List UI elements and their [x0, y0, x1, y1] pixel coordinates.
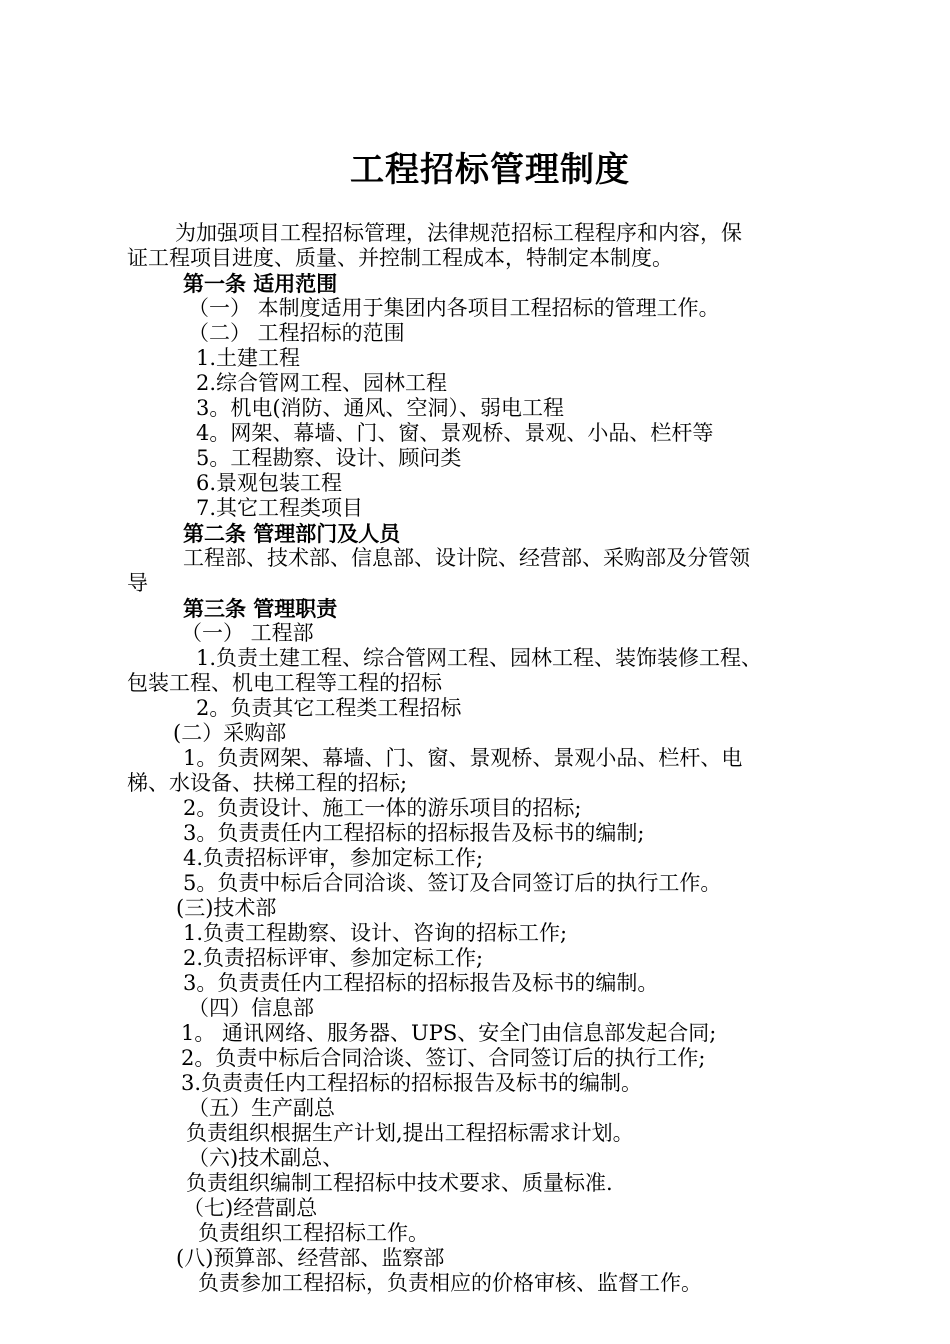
budget-dept-duty: 负责参加工程招标，负责相应的价格审核、监督工作。	[198, 1271, 702, 1295]
dept-technical-item-1: 1.负责工程勘察、设计、咨询的招标工作;	[183, 921, 568, 945]
dept-engineering-item-1: 1.负责土建工程、综合管网工程、园林工程、装饰装修工程、	[196, 646, 763, 670]
dept-it-item-1: 1。 通讯网络、服务器、UPS、安全门由信息部发起合同;	[181, 1021, 717, 1045]
scope-item-3: 3。机电(消防、通风、空洞）、弱电工程	[196, 396, 565, 420]
production-vp-heading: （五）生产副总	[188, 1096, 335, 1120]
business-vp-heading: （七)经营副总	[183, 1196, 318, 1220]
production-vp-duty: 负责组织根据生产计划,提出工程招标需求计划。	[186, 1121, 634, 1145]
article-3-heading: 第三条 管理职责	[183, 596, 338, 621]
scope-item-2: 2.综合管网工程、园林工程	[196, 371, 448, 395]
article-2-heading: 第二条 管理部门及人员	[183, 521, 401, 546]
article-1-heading: 第一条 适用范围	[183, 271, 338, 296]
dept-procurement-item-1-cont: 梯、水设备、扶梯工程的招标;	[127, 771, 408, 795]
article-1-item-1: （一） 本制度适用于集团内各项目工程招标的管理工作。	[188, 296, 720, 320]
document-title: 工程招标管理制度	[350, 150, 630, 190]
dept-technical-item-3: 3。负责责任内工程招标的招标报告及标书的编制。	[183, 971, 659, 995]
dept-procurement-item-3: 3。负责责任内工程招标的招标报告及标书的编制;	[183, 821, 645, 845]
dept-it-heading: （四）信息部	[188, 996, 314, 1020]
scope-item-1: 1.土建工程	[196, 346, 301, 370]
intro-line-2: 证工程项目进度、质量、并控制工程成本，特制定本制度。	[127, 246, 673, 270]
dept-procurement-item-4: 4.负责招标评审，参加定标工作;	[183, 846, 484, 870]
budget-dept-heading: (八)预算部、经营部、监察部	[176, 1246, 445, 1270]
article-1-item-2: （二） 工程招标的范围	[188, 321, 405, 345]
dept-it-item-3: 3.负责责任内工程招标的招标报告及标书的编制。	[181, 1071, 643, 1095]
technical-vp-heading: （六)技术副总、	[188, 1146, 344, 1170]
dept-procurement-item-5: 5。负责中标后合同洽谈、签订及合同签订后的执行工作。	[183, 871, 722, 895]
dept-technical-item-2: 2.负责招标评审、参加定标工作;	[183, 946, 484, 970]
dept-engineering-item-1-cont: 包装工程、机电工程等工程的招标	[127, 671, 442, 695]
scope-item-6: 6.景观包装工程	[196, 471, 343, 495]
technical-vp-duty: 负责组织编制工程招标中技术要求、质量标准.	[186, 1171, 613, 1195]
article-2-line-1: 工程部、技术部、信息部、设计院、经营部、采购部及分管领	[183, 546, 750, 570]
article-2-line-2: 导	[127, 571, 148, 595]
scope-item-7: 7.其它工程类项目	[196, 496, 364, 520]
scope-item-5: 5。工程勘察、设计、顾问类	[196, 446, 462, 470]
business-vp-duty: 负责组织工程招标工作。	[198, 1221, 429, 1245]
dept-engineering-heading: （一） 工程部	[181, 621, 314, 645]
dept-procurement-heading: (二）采购部	[173, 721, 287, 745]
dept-it-item-2: 2。负责中标后合同洽谈、签订、合同签订后的执行工作;	[181, 1046, 706, 1070]
scope-item-4: 4。网架、幕墙、门、窗、景观桥、景观、小品、栏杆等	[196, 421, 714, 445]
dept-technical-heading: (三)技术部	[176, 896, 277, 920]
dept-procurement-item-2: 2。负责设计、施工一体的游乐项目的招标;	[183, 796, 582, 820]
dept-procurement-item-1: 1。负责网架、幕墙、门、窗、景观桥、景观小品、栏杆、电	[183, 746, 743, 770]
dept-engineering-item-2: 2。负责其它工程类工程招标	[196, 696, 462, 720]
intro-line-1: 为加强项目工程招标管理，法律规范招标工程程序和内容，保	[175, 221, 742, 245]
